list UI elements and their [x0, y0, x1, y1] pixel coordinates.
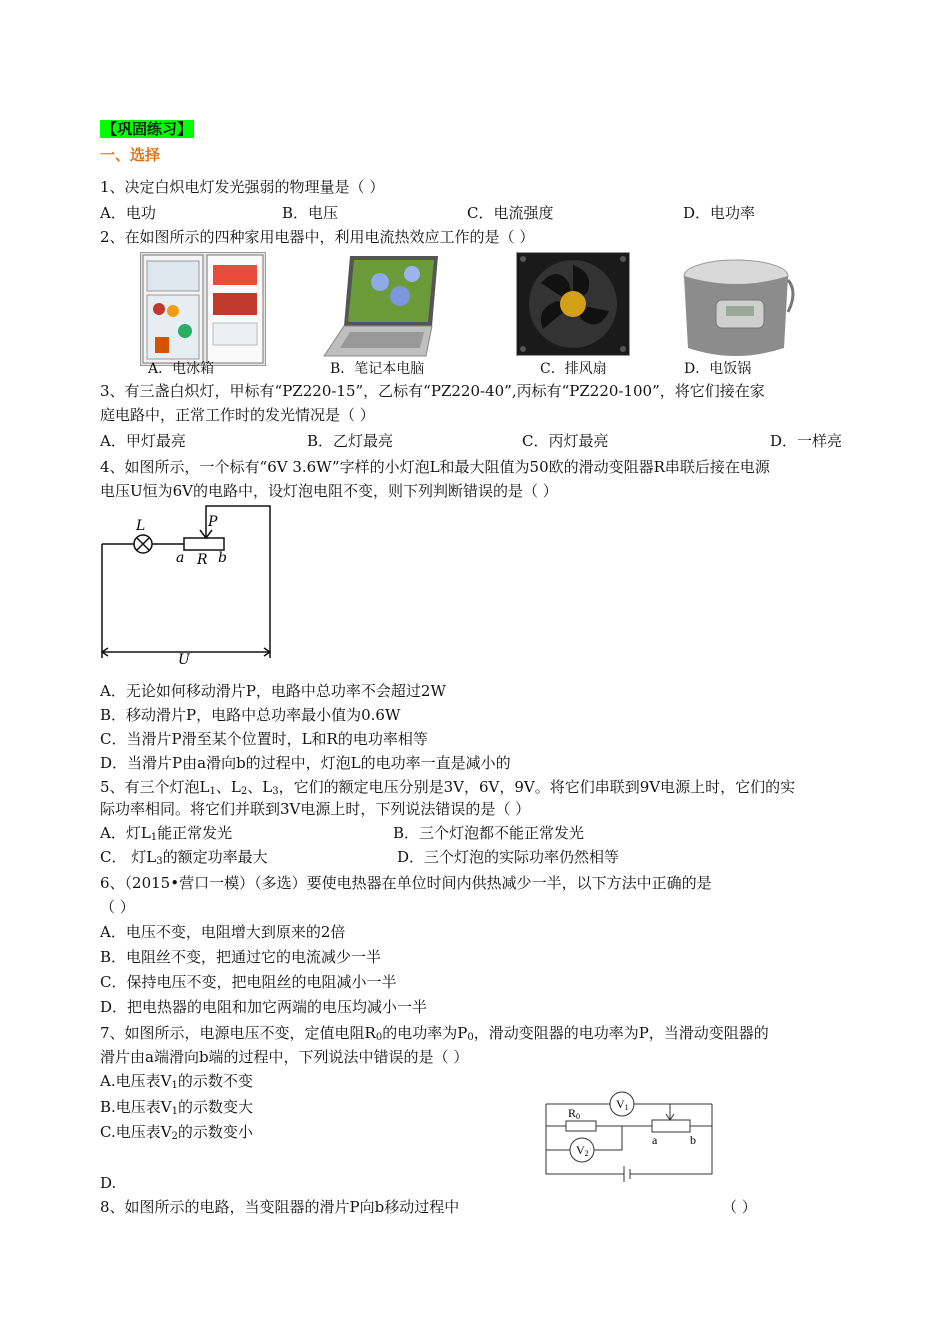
- refrigerator-icon: [141, 253, 265, 365]
- q4-stem-line2: 电压U恒为6V的电路中，设灯泡电阻不变，则下列判断错误的是（ ）: [100, 482, 558, 500]
- q7-label-V2: V2: [576, 1143, 589, 1158]
- q4-option-d[interactable]: D．当滑片P由a滑向b的过程中，灯泡L的电功率一直是减小的: [100, 754, 511, 772]
- q4-label-U: U: [178, 652, 190, 666]
- section-title: 一、选择: [100, 146, 161, 164]
- q2-caption-c[interactable]: C．排风扇: [540, 361, 607, 377]
- rice-cooker-icon: [680, 252, 800, 364]
- q5-stem-line1: 5、有三个灯泡$L_1$、$L_2$、$L_3$，它们的额定电压分别是3V，6V，9V。将它们串联到9V电源上时，它们的实: [100, 778, 796, 797]
- q3-stem-line2: 庭电路中，正常工作时的发光情况是（ ）: [100, 406, 375, 424]
- q3-option-a[interactable]: A．甲灯最亮: [100, 432, 186, 450]
- q7-option-a[interactable]: A.电压表$V_1$的示数不变: [100, 1072, 253, 1091]
- q8-answer-paren: （ ）: [722, 1198, 757, 1216]
- q2-stem: 2、在如图所示的四种家用电器中，利用电流热效应工作的是（ ）: [100, 228, 535, 246]
- q5-option-d[interactable]: D．三个灯泡的实际功率仍然相等: [397, 848, 620, 866]
- q2-caption-a[interactable]: A．电冰箱: [148, 361, 215, 377]
- q1-option-a[interactable]: A．电功: [100, 204, 156, 222]
- q3-stem-line1: 3、有三盏白炽灯，甲标有“PZ220-15”，乙标有“PZ220-40”,丙标有“PZ220-100”，将它们接在家: [100, 382, 765, 400]
- q6-stem-line2: （ ）: [100, 898, 135, 916]
- q6-option-a[interactable]: A．电压不变，电阻增大到原来的2倍: [100, 923, 346, 941]
- q4-option-c[interactable]: C．当滑片P滑至某个位置时，L和R的电功率相等: [100, 730, 428, 748]
- q4-label-b: b: [218, 550, 227, 566]
- q1-stem: 1、决定白炽电灯发光强弱的物理量是（ ）: [100, 178, 385, 196]
- q7-label-V1: V1: [616, 1097, 629, 1112]
- q4-label-L: L: [136, 518, 146, 534]
- q7-option-d[interactable]: D.: [100, 1174, 117, 1192]
- exercise-badge: 【巩固练习】: [102, 120, 193, 138]
- fan-icon: [517, 253, 629, 355]
- q2-caption-d[interactable]: D．电饭锅: [684, 361, 752, 377]
- q8-stem: 8、如图所示的电路，当变阻器的滑片P向b移动过程中: [100, 1198, 460, 1216]
- laptop-image: [320, 252, 444, 364]
- q6-option-c[interactable]: C．保持电压不变，把电阻丝的电阻减小一半: [100, 973, 397, 991]
- q1-option-b[interactable]: B．电压: [282, 204, 339, 222]
- q6-option-b[interactable]: B．电阻丝不变，把通过它的电流减少一半: [100, 948, 382, 966]
- q7-label-b: b: [690, 1133, 696, 1147]
- rice-cooker-image: [680, 252, 800, 364]
- q6-stem-line1: 6、（2015•营口一模）（多选）要使电热器在单位时间内供热减少一半，以下方法中正确的是: [100, 874, 712, 892]
- q5-option-c[interactable]: C． 灯$L_3$的额定功率最大: [100, 848, 268, 867]
- q3-option-c[interactable]: C．丙灯最亮: [522, 432, 609, 450]
- q5-option-b[interactable]: B．三个灯泡都不能正常发光: [393, 824, 585, 842]
- q7-circuit-diagram: [540, 1090, 720, 1182]
- q5-option-a[interactable]: A．灯$L_1$能正常发光: [100, 824, 233, 843]
- q4-label-a: a: [176, 550, 185, 566]
- q2-caption-b[interactable]: B．笔记本电脑: [330, 361, 425, 377]
- q7-stem-line1: 7、如图所示，电源电压不变，定值电阻$R_0$的电功率为$P_0$，滑动变阻器的电功率为P，当滑动变阻器的: [100, 1024, 769, 1043]
- q1-option-c[interactable]: C．电流强度: [467, 204, 554, 222]
- q4-circuit-diagram: [96, 500, 280, 666]
- q7-label-a: a: [652, 1133, 658, 1147]
- q4-option-b[interactable]: B．移动滑片P，电路中总功率最小值为0.6W: [100, 706, 401, 724]
- q5-stem-line2: 际功率相同。将它们并联到3V电源上时，下列说法错误的是（ ）: [100, 800, 531, 818]
- q6-option-d[interactable]: D．把电热器的电阻和加它两端的电压均减小一半: [100, 998, 428, 1016]
- refrigerator-image: [140, 252, 266, 366]
- q7-option-b[interactable]: B.电压表$V_1$的示数变大: [100, 1098, 254, 1117]
- exhaust-fan-image: [516, 252, 630, 356]
- q7-option-c[interactable]: C.电压表$V_2$的示数变小: [100, 1123, 253, 1142]
- laptop-icon: [320, 252, 444, 364]
- q4-label-R: R: [197, 552, 208, 568]
- q1-option-d[interactable]: D．电功率: [683, 204, 756, 222]
- q3-option-d[interactable]: D．一样亮: [770, 432, 843, 450]
- q4-option-a[interactable]: A．无论如何移动滑片P，电路中总功率不会超过2W: [100, 682, 446, 700]
- q4-stem-line1: 4、如图所示，一个标有“6V 3.6W”字样的小灯泡L和最大阻值为50欧的滑动变阻器R串联后接在电源: [100, 458, 770, 476]
- q4-label-P: P: [208, 514, 218, 530]
- q7-label-R0: R0: [568, 1106, 581, 1121]
- q3-option-b[interactable]: B．乙灯最亮: [307, 432, 394, 450]
- q7-stem-line2: 滑片由a端滑向b端的过程中，下列说法中错误的是（ ）: [100, 1048, 469, 1066]
